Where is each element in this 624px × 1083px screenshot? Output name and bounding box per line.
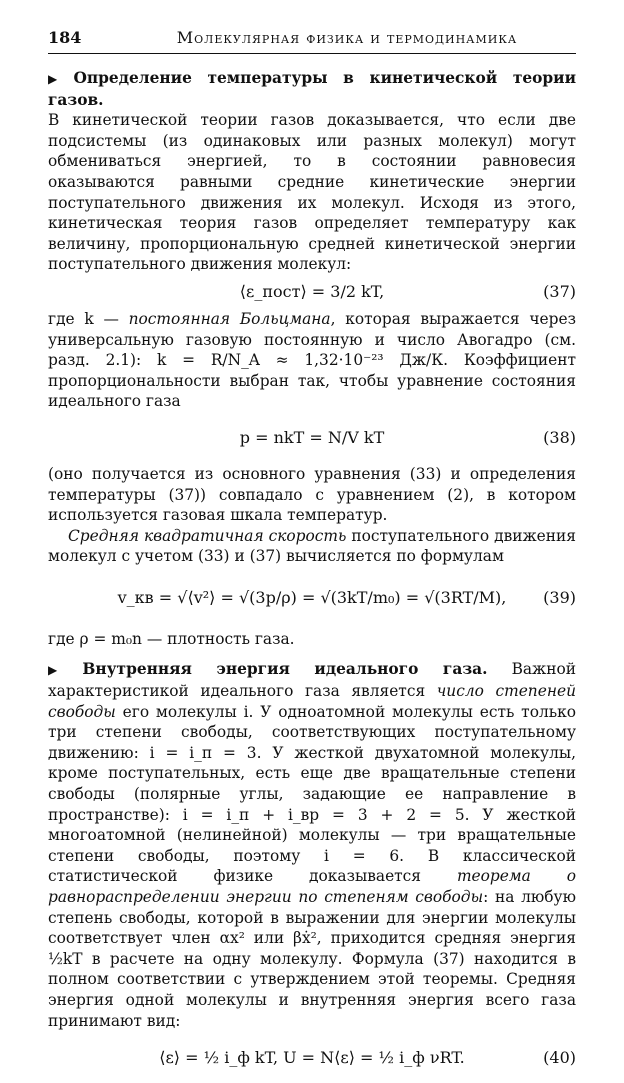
equation-body: v_кв = √⟨v²⟩ = √(3p/ρ) = √(3kT/m₀) = √(3RT/M), <box>117 588 507 608</box>
text-run: где k — <box>48 309 129 328</box>
term-emphasis: теорема о равнораспределении энергии по степеням свободы <box>48 867 576 906</box>
equation-body: p = nkT = N/V kT <box>239 428 385 448</box>
paragraph: В кинетической теории газов доказывается, что если две подсистемы (из одинаковых или разных молекул) могут обмениваться энергией, то в состоянии равновесия оказываются равными средние кинетические энергии поступательного движения их молекул. Исходя из этого, кинетическая теория газов определяет температуру как величину, пропорциональную средней кинетической энергии поступательного движения молекул: <box>48 111 576 274</box>
paragraph: (оно получается из основного уравнения (33) и определения температуры (37)) совпадало с уравнением (2), в котором используется газовая шкала температур. <box>48 464 576 525</box>
equation-38 <box>48 412 576 464</box>
text-run: , которая выражается через универсальную газовую постоянную и число Авогадро (см. разд. 2.1): k = R/N_A ≈ 1,32·10⁻²³ Дж/К. Коэффициент пропорциональности выбран так, чтобы уравнение состояния идеального газа <box>48 309 576 411</box>
equation-number: (38) <box>543 428 576 448</box>
text-run: Важной характеристикой идеального газа является <box>48 660 576 701</box>
equation-40 <box>48 1031 576 1083</box>
running-title: Молекулярная физика и термодинамика <box>176 28 518 47</box>
paragraph <box>48 309 576 412</box>
term-emphasis: число степеней свободы <box>48 682 576 721</box>
section-internal-energy <box>48 659 576 1031</box>
text-run: его молекулы i. У одноатомной молекулы есть только три степени свободы, соответствующих поступательному движению: i = i_п = 3. У жесткой двухатомной молекулы, кроме поступательных, есть еще две вращательные степени свободы (полярные углы, задающие ее направление в пространстве): i = i_п + i_вр = 3 + 2 = 5. У жесткой многоатомной (нелинейной) молекулы — три вращательные степени свободы, поэтому i = 6. В классической статистической физике доказывается <box>48 702 576 886</box>
term-emphasis: Средняя квадратичная скорость <box>68 526 347 545</box>
section-gap <box>48 649 576 659</box>
triangle-bullet-icon: ▶ <box>48 72 68 86</box>
triangle-bullet-icon: ▶ <box>48 663 77 678</box>
text-run: : на любую степень свободы, которой в выражении для энергии молекулы соответствует член αx² или βẋ², приходится средняя энергия ½kT в расчете на одну молекулу. Формула (37) находится в полном соответствии с утверждением этой теоремы. Средняя энергия одной молекулы и внутренняя энергия всего газа принимают вид: <box>48 888 576 1030</box>
equation-39 <box>48 567 576 629</box>
page-header <box>48 28 576 47</box>
equation-body: ⟨ε⟩ = ½ i_ф kT, U = N⟨ε⟩ = ½ i_ф νRT. <box>159 1047 465 1067</box>
page-number: 184 <box>48 28 82 47</box>
section-temperature-intro <box>48 68 576 110</box>
paragraph <box>48 526 576 567</box>
term-emphasis: постоянная Больцмана <box>128 309 331 328</box>
paragraph: где ρ = m₀n — плотность газа. <box>48 629 295 648</box>
equation-body: ⟨ε_пост⟩ = 3/2 kT, <box>239 282 385 302</box>
section-heading: Определение температуры в кинетической теории газов. <box>48 69 577 109</box>
section-heading: Внутренняя энергия идеального газа. <box>82 660 488 679</box>
equation-37 <box>48 275 576 309</box>
header-rule <box>48 53 576 54</box>
text-run: поступательного движения молекул с учетом (33) и (37) вычисляется по формулам <box>48 526 576 566</box>
equation-number: (39) <box>543 588 576 608</box>
equation-number: (37) <box>543 282 576 302</box>
equation-number: (40) <box>543 1047 576 1067</box>
